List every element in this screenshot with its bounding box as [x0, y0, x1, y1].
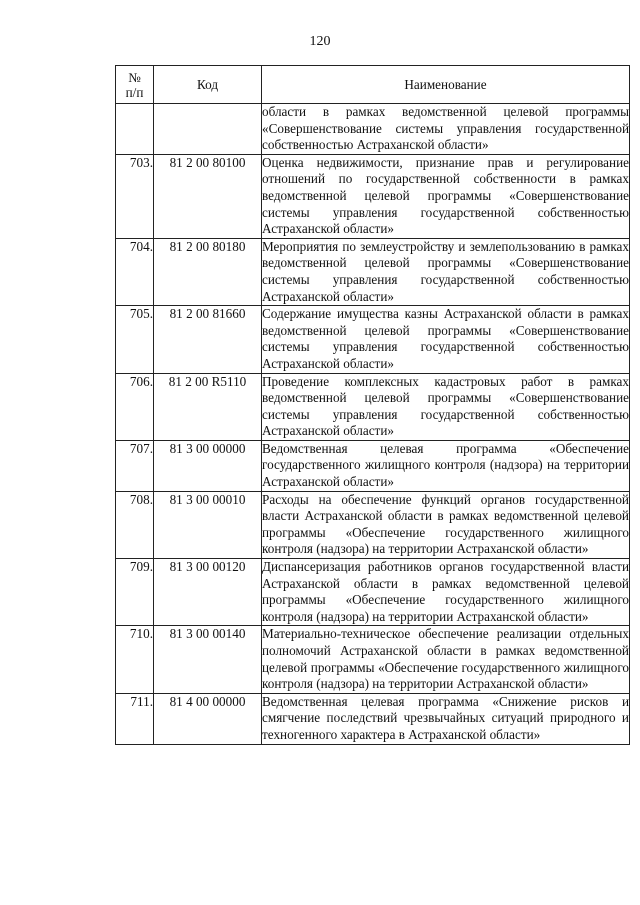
row-name-cell: Ведомственная целевая программа «Обеспечение государственного жилищного контроля (надзора) на территории Астраханской области»	[262, 440, 630, 491]
row-code-cell: 81 2 00 80180	[154, 238, 262, 305]
row-number-cell: 704.	[116, 238, 154, 305]
table-row	[116, 693, 630, 744]
table-row	[116, 154, 630, 238]
table-row	[116, 491, 630, 558]
row-name-cell: Материально-техническое обеспечение реализации отдельных полномочий Астраханской области в рамках ведомственной целевой программы «Обеспечение государственного жилищного контроля (надзора) на территории Астраханской области»	[262, 626, 630, 693]
row-number-cell: 711.	[116, 693, 154, 744]
row-number-cell: 703.	[116, 154, 154, 238]
row-code-cell: 81 2 00 81660	[154, 306, 262, 373]
header-code: Код	[154, 66, 262, 104]
row-name-cell: Оценка недвижимости, признание прав и регулирование отношений по государственной собственности в рамках ведомственной целевой программы «Совершенствование системы управления государственной собственностью Астраханской области»	[262, 154, 630, 238]
row-number-cell: 709.	[116, 559, 154, 626]
budget-code-table	[115, 65, 630, 745]
row-number-cell: 706.	[116, 373, 154, 440]
continuation-code-cell	[154, 104, 262, 155]
row-name-cell: Содержание имущества казны Астраханской области в рамках ведомственной целевой программы «Совершенствование системы управления государственной собственностью Астраханской области»	[262, 306, 630, 373]
row-number-cell: 710.	[116, 626, 154, 693]
row-code-cell: 81 3 00 00000	[154, 440, 262, 491]
row-number-cell: 707.	[116, 440, 154, 491]
row-number-cell: 705.	[116, 306, 154, 373]
table-row	[116, 626, 630, 693]
table-row	[116, 306, 630, 373]
row-code-cell: 81 3 00 00010	[154, 491, 262, 558]
row-number-cell: 708.	[116, 491, 154, 558]
continuation-row	[116, 104, 630, 155]
header-number: № п/п	[116, 66, 154, 104]
table-row	[116, 559, 630, 626]
table-header-row	[116, 66, 630, 104]
continuation-name-cell: области в рамках ведомственной целевой программы «Совершенствование системы управления государственной собственностью Астраханской области»	[262, 104, 630, 155]
row-name-cell: Мероприятия по землеустройству и землепользованию в рамках ведомственной целевой программы «Совершенствование системы управления государственной собственностью Астраханской области»	[262, 238, 630, 305]
row-code-cell: 81 2 00 80100	[154, 154, 262, 238]
table-row	[116, 373, 630, 440]
row-name-cell: Расходы на обеспечение функций органов государственной власти Астраханской области в рамках ведомственной целевой программы «Обеспечение государственного жилищного контроля (надзора) на территории Астраханской области»	[262, 491, 630, 558]
row-code-cell: 81 4 00 00000	[154, 693, 262, 744]
row-code-cell: 81 3 00 00120	[154, 559, 262, 626]
table-row	[116, 440, 630, 491]
table-row	[116, 238, 630, 305]
row-code-cell: 81 3 00 00140	[154, 626, 262, 693]
continuation-number-cell	[116, 104, 154, 155]
row-name-cell: Ведомственная целевая программа «Снижение рисков и смягчение последствий чрезвычайных ситуаций природного и техногенного характера в Астраханской области»	[262, 693, 630, 744]
row-code-cell: 81 2 00 R5110	[154, 373, 262, 440]
header-name: Наименование	[262, 66, 630, 104]
row-name-cell: Диспансеризация работников органов государственной власти Астраханской области в рамках ведомственной целевой программы «Обеспечение государственного жилищного контроля (надзора) на территории Астраханской области»	[262, 559, 630, 626]
row-name-cell: Проведение комплексных кадастровых работ в рамках ведомственной целевой программы «Совершенствование системы управления государственной собственностью Астраханской области»	[262, 373, 630, 440]
page-number: 120	[309, 34, 331, 49]
